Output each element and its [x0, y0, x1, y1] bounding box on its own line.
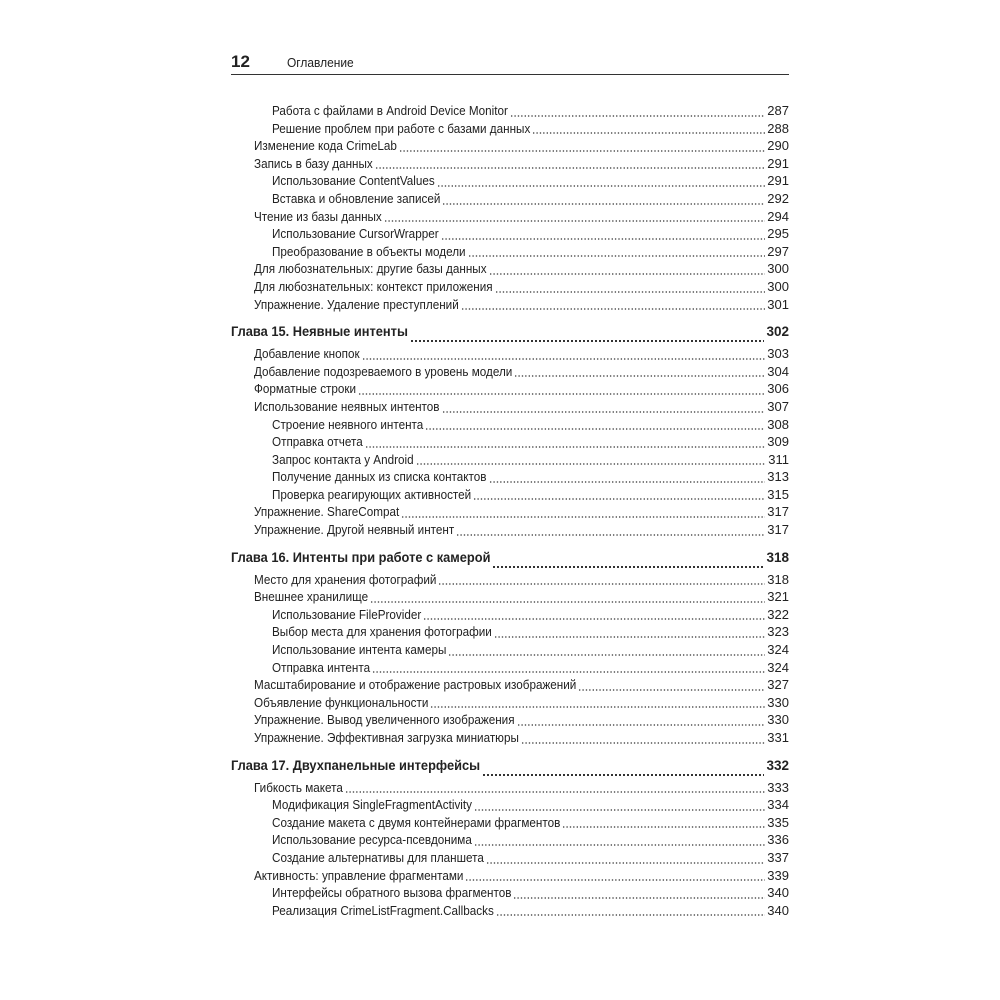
- toc-entry[interactable]: [231, 138, 789, 156]
- toc-entry-title: Использование неявных интентов: [254, 398, 440, 414]
- toc-entry-page: 315: [767, 486, 789, 502]
- dot-leader: [416, 463, 767, 465]
- toc-entry[interactable]: [231, 261, 789, 279]
- toc-entry[interactable]: [231, 695, 789, 713]
- toc-entry[interactable]: [231, 903, 789, 921]
- toc-entry-page: 307: [767, 398, 789, 414]
- toc-entry-page: 303: [767, 346, 789, 362]
- toc-entry-title: Работа с файлами в Android Device Monitor: [272, 103, 508, 118]
- toc-entry-page: 290: [767, 138, 789, 154]
- dot-leader: [489, 481, 766, 483]
- dot-leader: [375, 167, 766, 169]
- toc-entry[interactable]: [231, 121, 789, 139]
- toc-entry-title: Глава 17. Двухпанельные интерфейсы: [231, 757, 481, 773]
- toc-entry[interactable]: [231, 885, 789, 903]
- toc-entry-title: Добавление кнопок: [254, 346, 360, 362]
- toc-entry-title: Активность: управление фрагментами: [254, 867, 464, 883]
- dot-leader: [442, 203, 765, 205]
- toc-chapter-entry[interactable]: [231, 324, 789, 346]
- toc-entry-page: 318: [766, 549, 789, 565]
- toc-entry[interactable]: [231, 730, 789, 748]
- dot-leader: [521, 742, 765, 744]
- dot-leader: [456, 534, 765, 536]
- toc-entry[interactable]: [231, 607, 789, 625]
- toc-entry-page: 300: [767, 278, 789, 294]
- toc-entry-page: 324: [767, 659, 789, 675]
- toc-entry[interactable]: [231, 487, 789, 505]
- toc-entry-page: 322: [767, 606, 789, 622]
- toc-entry-title: Строение неявного интента: [272, 416, 424, 432]
- dot-leader: [517, 724, 766, 726]
- toc-entry-title: Внешнее хранилище: [254, 589, 369, 605]
- toc-entry-page: 291: [767, 173, 789, 189]
- toc-entry-page: 332: [766, 757, 789, 773]
- dot-leader: [492, 566, 764, 568]
- toc-entry-title: Для любознательных: контекст приложения: [254, 278, 493, 294]
- toc-entry[interactable]: [231, 677, 789, 695]
- dot-leader: [358, 393, 765, 395]
- dot-leader: [474, 844, 765, 846]
- toc-entry-title: Использование ресурса-псевдонима: [272, 832, 472, 848]
- toc-entry-page: 335: [767, 814, 789, 830]
- toc-entry[interactable]: [231, 191, 789, 209]
- toc-entry-page: 321: [767, 589, 789, 605]
- toc-entry-title: Модификация SingleFragmentActivity: [272, 797, 473, 813]
- dot-leader: [384, 220, 766, 222]
- toc-entry[interactable]: [231, 572, 789, 590]
- toc-entry-title: Создание альтернативы для планшета: [272, 849, 484, 865]
- toc-entry-title: Интерфейсы обратного вызова фрагментов: [272, 885, 512, 901]
- dot-leader: [438, 583, 765, 585]
- dot-leader: [442, 411, 766, 413]
- dot-leader: [489, 273, 766, 275]
- toc-entry-page: 308: [767, 416, 789, 432]
- table-of-contents: [231, 103, 789, 920]
- toc-entry-title: Запрос контакта у Android: [272, 451, 414, 467]
- toc-entry-title: Использование FileProvider: [272, 606, 422, 622]
- toc-entry[interactable]: [231, 417, 789, 435]
- dot-leader: [532, 132, 765, 134]
- toc-entry-title: Вставка и обновление записей: [272, 190, 441, 206]
- toc-entry-page: 301: [767, 296, 789, 312]
- toc-entry-title: Получение данных из списка контактов: [272, 469, 487, 485]
- dot-leader: [473, 498, 765, 500]
- toc-entry-page: 306: [767, 381, 789, 397]
- toc-entry[interactable]: [231, 850, 789, 868]
- toc-entry-page: 302: [766, 324, 789, 340]
- toc-entry[interactable]: [231, 173, 789, 191]
- toc-entry[interactable]: [231, 399, 789, 417]
- dot-leader: [399, 150, 765, 152]
- toc-entry-page: 330: [767, 694, 789, 710]
- toc-entry-title: Упражнение. Вывод увеличенного изображения: [254, 712, 515, 728]
- toc-entry-page: 311: [768, 451, 789, 467]
- dot-leader: [510, 115, 765, 117]
- toc-entry[interactable]: [231, 624, 789, 642]
- dot-leader: [513, 897, 765, 899]
- toc-entry[interactable]: [231, 712, 789, 730]
- toc-entry-page: 337: [767, 849, 789, 865]
- toc-entry-title: Выбор места для хранения фотографии: [272, 624, 492, 640]
- toc-entry-page: 339: [767, 867, 789, 883]
- dot-leader: [562, 826, 765, 828]
- toc-entry[interactable]: [231, 297, 789, 315]
- toc-entry[interactable]: [231, 156, 789, 174]
- toc-entry-title: Отправка интента: [272, 659, 371, 675]
- toc-entry-page: 294: [767, 208, 789, 224]
- toc-entry[interactable]: [231, 642, 789, 660]
- toc-entry[interactable]: [231, 832, 789, 850]
- dot-leader: [437, 185, 766, 187]
- dot-leader: [430, 706, 765, 708]
- dot-leader: [370, 601, 765, 603]
- toc-entry[interactable]: [231, 364, 789, 382]
- toc-entry-title: Упражнение. ShareCompat: [254, 504, 400, 520]
- page-number: 12: [231, 52, 250, 71]
- toc-entry-page: 340: [767, 902, 789, 918]
- toc-entry-title: Изменение кода CrimeLab: [254, 138, 397, 154]
- toc-entry-title: Отправка отчета: [272, 434, 363, 450]
- dot-leader: [441, 238, 766, 240]
- dot-leader: [362, 358, 766, 360]
- toc-entry-page: 288: [767, 120, 789, 136]
- toc-entry-title: Добавление подозреваемого в уровень модели: [254, 363, 513, 379]
- toc-entry-title: Упражнение. Другой неявный интент: [254, 522, 455, 538]
- dot-leader: [578, 689, 765, 691]
- toc-entry[interactable]: [231, 209, 789, 227]
- toc-entry-page: 287: [767, 103, 789, 118]
- toc-entry[interactable]: [231, 504, 789, 522]
- toc-entry-page: 324: [767, 642, 789, 658]
- dot-leader: [486, 862, 765, 864]
- toc-entry[interactable]: [231, 279, 789, 297]
- toc-entry-title: Для любознательных: другие базы данных: [254, 261, 487, 277]
- toc-entry-page: 317: [767, 504, 789, 520]
- dot-leader: [448, 654, 765, 656]
- toc-entry-page: 323: [767, 624, 789, 640]
- toc-entry[interactable]: [231, 226, 789, 244]
- dot-leader: [514, 375, 765, 377]
- toc-entry-page: 333: [767, 779, 789, 795]
- toc-entry[interactable]: [231, 469, 789, 487]
- toc-entry-page: 336: [767, 832, 789, 848]
- toc-entry-page: 327: [767, 677, 789, 693]
- toc-chapter-entry[interactable]: [231, 758, 789, 780]
- toc-chapter-entry[interactable]: [231, 550, 789, 572]
- dot-leader: [496, 914, 765, 916]
- toc-entry-title: Глава 15. Неявные интенты: [231, 324, 408, 340]
- dot-leader: [401, 516, 765, 518]
- toc-entry-title: Использование CursorWrapper: [272, 226, 439, 242]
- toc-entry[interactable]: [231, 660, 789, 678]
- dot-leader: [465, 879, 765, 881]
- toc-entry-page: 313: [767, 469, 789, 485]
- toc-entry-title: Упражнение. Удаление преступлений: [254, 296, 459, 312]
- toc-entry-page: 331: [767, 730, 789, 745]
- toc-entry[interactable]: [231, 381, 789, 399]
- toc-entry-page: 330: [767, 712, 789, 728]
- toc-entry-page: 300: [767, 261, 789, 277]
- toc-entry-page: 334: [767, 797, 789, 813]
- toc-entry[interactable]: [231, 244, 789, 262]
- toc-entry[interactable]: [231, 522, 789, 540]
- dot-leader: [461, 308, 766, 310]
- toc-entry-title: Проверка реагирующих активностей: [272, 486, 472, 502]
- page-header: [231, 52, 789, 75]
- toc-entry-title: Решение проблем при работе с базами данных: [272, 120, 531, 136]
- toc-entry[interactable]: [231, 452, 789, 470]
- toc-entry-page: 304: [767, 363, 789, 379]
- toc-entry-page: 297: [767, 243, 789, 259]
- toc-entry[interactable]: [231, 815, 789, 833]
- running-title: Оглавление: [287, 55, 354, 70]
- toc-entry[interactable]: [231, 589, 789, 607]
- toc-entry[interactable]: [231, 103, 789, 121]
- toc-entry-title: Преобразование в объекты модели: [272, 243, 466, 259]
- toc-entry[interactable]: [231, 868, 789, 886]
- toc-entry-title: Использование ContentValues: [272, 173, 435, 189]
- toc-entry-title: Запись в базу данных: [254, 155, 373, 171]
- dot-leader: [425, 428, 765, 430]
- toc-entry-title: Объявление функциональности: [254, 694, 429, 710]
- toc-entry-title: Масштабирование и отображение растровых изображений: [254, 677, 577, 693]
- dot-leader: [482, 774, 764, 776]
- toc-entry[interactable]: [231, 780, 789, 798]
- toc-entry[interactable]: [231, 797, 789, 815]
- toc-entry-title: Глава 16. Интенты при работе с камерой: [231, 549, 491, 565]
- toc-entry-title: Гибкость макета: [254, 779, 343, 795]
- toc-entry-page: 291: [767, 155, 789, 171]
- dot-leader: [423, 618, 765, 620]
- toc-entry-page: 318: [767, 571, 789, 587]
- dot-leader: [474, 809, 765, 811]
- toc-entry-page: 309: [767, 434, 789, 450]
- toc-entry-page: 340: [767, 885, 789, 901]
- toc-entry-title: Форматные строки: [254, 381, 357, 397]
- dot-leader: [468, 255, 766, 257]
- dot-leader: [410, 340, 765, 342]
- toc-entry[interactable]: [231, 346, 789, 364]
- dot-leader: [345, 791, 765, 793]
- dot-leader: [365, 446, 766, 448]
- toc-entry-page: 295: [767, 226, 789, 242]
- dot-leader: [495, 291, 766, 293]
- dot-leader: [372, 671, 765, 673]
- toc-entry-title: Место для хранения фотографий: [254, 571, 437, 587]
- toc-entry-title: Создание макета с двумя контейнерами фрагментов: [272, 814, 561, 830]
- toc-entry-title: Реализация CrimeListFragment.Callbacks: [272, 902, 494, 918]
- toc-entry[interactable]: [231, 434, 789, 452]
- toc-entry-page: 317: [767, 522, 789, 538]
- toc-entry-title: Чтение из базы данных: [254, 208, 382, 224]
- toc-entry-title: Использование интента камеры: [272, 642, 447, 658]
- dot-leader: [494, 636, 765, 638]
- toc-entry-title: Упражнение. Эффективная загрузка миниатюры: [254, 730, 519, 745]
- toc-entry-page: 292: [767, 190, 789, 206]
